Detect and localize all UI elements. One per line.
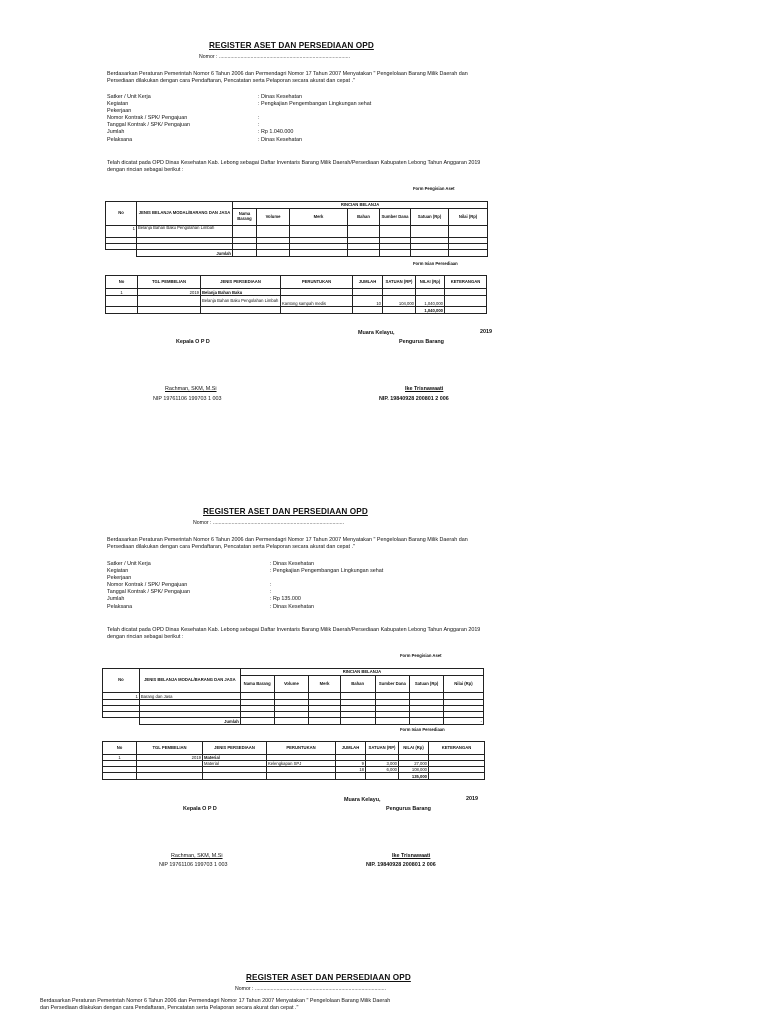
kepala-title: Kepala O P D (183, 806, 217, 812)
pengurus-title: Pengurus Barang (399, 339, 444, 345)
table-row: Belanja Bahan Baku Pengolahan Limbah Kantong sampah medis 10 104,000 1,040,000 (106, 296, 487, 307)
field-pelaksana: Pelaksana : Dinas Kesehatan (107, 136, 303, 143)
field-pelaksana: Pelaksana : Dinas Kesehatan (107, 603, 315, 610)
kepala-nip: NIP 19761106 199703 1 003 (153, 396, 222, 402)
field-kegiatan: Kegiatan : Pengkajian Pengembangan Lingkungan sehat (107, 101, 372, 108)
field-kegiatan: Kegiatan : Pengkajian Pengembangan Lingkungan sehat (107, 568, 384, 575)
col-no: No (106, 202, 137, 226)
col-merk: Merk (290, 209, 348, 226)
sig-year: 2019 (480, 329, 492, 335)
table-row: 18 6,000 108,000 (103, 767, 485, 773)
aset-table: No JENIS BELANJA MODAL/BARANG DAN JASA RINCIAN BELANJA Nama Barang Volume Merk Bahan Sumber Dana Satuan (Rp) Nilai (Rp) 1 Barang dan Jasa Jumlah - (102, 668, 484, 725)
field-satker: Satker / Unit Kerja : Dinas Kesehatan (107, 561, 315, 567)
persediaan-total-row: 135,000 (103, 773, 485, 780)
sig-place: Muara Kelayu, (344, 797, 381, 803)
field-jumlah: Jumlah : Rp 1.040.000 (107, 129, 294, 136)
nomor-line: Nomor : ........................................................................................... (235, 986, 387, 992)
pengurus-name: Ike Trisnawaati (405, 386, 444, 392)
form-aset-label: Form Pengisian Aset (400, 653, 442, 658)
form-persediaan-label: Form Isian Persediaan (400, 727, 445, 732)
closing-paragraph: Telah dicatat pada OPD Dinas Kesehatan Kab. Lebong sebagai Daftar Inventaris Barang Milik Daerah/Persediaan Kabupaten Lebong Tahun Anggaran 2019 dengan rincian sebagai berikut : (107, 627, 481, 641)
kepala-name: Rachman, SKM, M.Si (171, 853, 223, 859)
table-row: 1 2019 Belanja Bahan Baku (106, 289, 487, 296)
persediaan-table: No TGL PEMBELIAN JENIS PERSEDIAAN PERUNTUKAN JUMLAH SATUAN (RP) NILAI (Rp) KETERANGAN 1 2019 Material Material Kelengkapan SPJ 9 3,000 27,000 18 6,000 108,000 135,000 (102, 741, 485, 780)
persediaan-table: No TGL PEMBELIAN JENIS PERSEDIAAN PERUNTUKAN JUMLAH SATUAN (RP) NILAI (Rp) KETERANGAN 1 2019 Belanja Bahan Baku Belanja Bahan Baku Pengolahan Limbah Kantong sampah medis 10 104,000 1,040,000 1,040,000 (105, 275, 487, 314)
field-satker: Satker / Unit Kerja : Dinas Kesehatan (107, 94, 303, 100)
kepala-title: Kepala O P D (176, 339, 210, 345)
nomor-line: Nomor : ........................................................................................... (193, 520, 345, 526)
doc-title: REGISTER ASET DAN PERSEDIAAN OPD (246, 973, 411, 982)
table-row: 1 Barang dan Jasa (103, 693, 484, 700)
intro-paragraph: Berdasarkan Peraturan Pemerintah Nomor 6 Tahun 2006 dan Permendagri Nomor 17 Tahun 2007 Menyatakan " Pengelolaan Barang Milik Daerah dan Persediaan dilakukan dengan cara Pendaftaran, Pencatatan serta Pelaporan secara akurat dan cepat ." (40, 998, 391, 1012)
form-aset-label: Form Pengisian Aset (413, 186, 455, 191)
pengurus-title: Pengurus Barang (386, 806, 431, 812)
col-satuan: Satuan (Rp) (411, 209, 449, 226)
table-row: Material Kelengkapan SPJ 9 3,000 27,000 (103, 761, 485, 767)
pengurus-name: Ike Trisnawaati (392, 853, 431, 859)
field-kontrak: Nomor Kontrak / SPK/ Pengajuan : (107, 115, 260, 122)
intro-paragraph: Berdasarkan Peraturan Pemerintah Nomor 6 Tahun 2006 dan Permendagri Nomor 17 Tahun 2007 Menyatakan " Pengelolaan Barang Milik Daerah dan Persediaan dilakukan dengan cara Pendaftaran, Pencatatan serta Pelaporan secara akurat dan cepat ." (107, 537, 468, 551)
sig-year: 2019 (466, 796, 478, 802)
field-pekerjaan: Pekerjaan (107, 575, 132, 582)
doc-title: REGISTER ASET DAN PERSEDIAAN OPD (209, 41, 374, 50)
field-kontrak: Nomor Kontrak / SPK/ Pengajuan : (107, 582, 272, 589)
col-rincian: RINCIAN BELANJA (233, 202, 488, 209)
nomor-line: Nomor : ........................................................................................... (199, 54, 351, 60)
sig-place: Muara Kelayu, (358, 330, 395, 336)
intro-paragraph: Berdasarkan Peraturan Pemerintah Nomor 6 Tahun 2006 dan Permendagri Nomor 17 Tahun 2007 Menyatakan " Pengelolaan Barang Milik Daerah dan Persediaan dilakukan dengan cara Pendaftaran, Pencatatan serta Pelaporan secara akurat dan cepat ." (107, 71, 468, 85)
col-sumber: Sumber Dana (380, 209, 411, 226)
doc-title: REGISTER ASET DAN PERSEDIAAN OPD (203, 507, 368, 516)
col-nilai: Nilai (Rp) (449, 209, 488, 226)
table-row: 1 Belanja Bahan Baku Pengolahan Limbah (106, 226, 488, 238)
field-pekerjaan: Pekerjaan (107, 108, 132, 115)
col-volume: Volume (257, 209, 290, 226)
field-jumlah: Jumlah : Rp 135.000 (107, 596, 301, 603)
form-persediaan-label: Form Isian Persediaan (413, 261, 458, 266)
col-jenis: JENIS BELANJA MODAL/BARANG DAN JASA (137, 202, 233, 226)
aset-total-row: Jumlah (106, 250, 488, 257)
persediaan-total-row: 1,040,000 (106, 307, 487, 314)
kepala-name: Rachman, SKM, M.Si (165, 386, 217, 392)
aset-total-row: Jumlah - (103, 718, 484, 725)
closing-paragraph: Telah dicatat pada OPD Dinas Kesehatan Kab. Lebong sebagai Daftar Inventaris Barang Milik Daerah/Persediaan Kabupaten Lebong Tahun Anggaran 2019 dengan rincian sebagai berikut : (107, 160, 481, 174)
field-tanggal: Tanggal Kontrak / SPK/ Pengajuan : (107, 589, 272, 596)
kepala-nip: NIP 19761106 199703 1 003 (159, 862, 228, 868)
table-row: 1 2019 Material (103, 755, 485, 761)
col-nama: Nama Barang (233, 209, 257, 226)
col-bahan: Bahan (348, 209, 380, 226)
pengurus-nip: NIP. 19840928 200801 2 006 (366, 862, 436, 868)
pengurus-nip: NIP. 19840928 200801 2 006 (379, 396, 449, 402)
field-tanggal: Tanggal Kontrak / SPK/ Pengajuan : (107, 122, 260, 129)
